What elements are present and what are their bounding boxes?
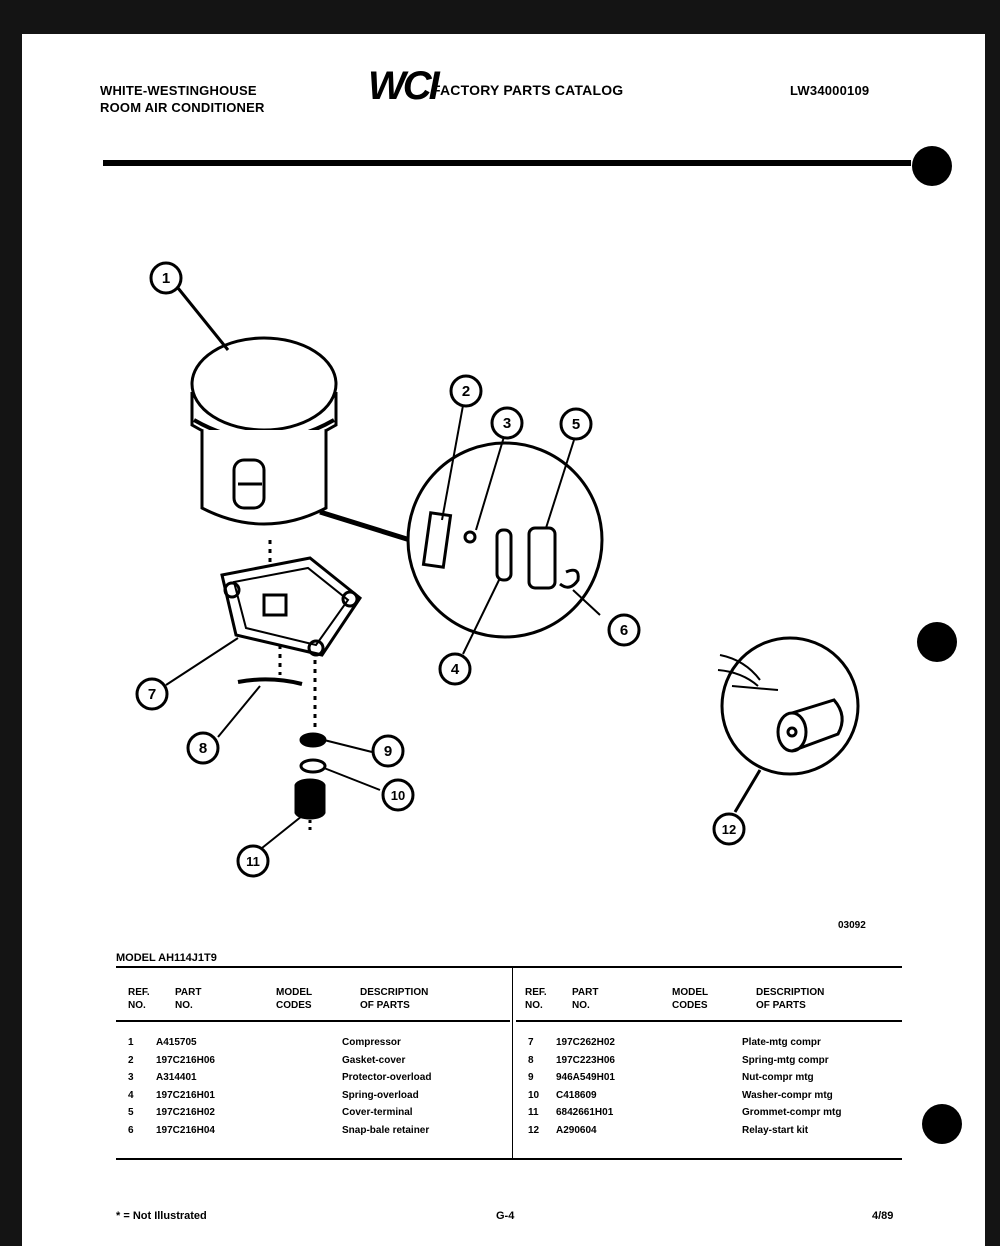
table-row: 2 197C216H06 Gasket-cover [128,1054,406,1066]
wci-logo: WCI [368,64,437,108]
svg-text:10: 10 [390,788,406,803]
nut-drawing [301,734,325,746]
svg-text:2: 2 [461,383,471,400]
table-row: 10 C418609 Washer-compr mtg [528,1089,833,1101]
mounting-plate-drawing [222,558,360,730]
callout-5 [561,409,591,439]
callout-9 [373,736,403,766]
callout-3 [492,408,522,438]
header-ref-left: REF. NO. [128,987,150,1011]
parts-list-left [122,1034,492,1139]
table-row: 11 6842661H01 Grommet-compr mtg [528,1107,842,1118]
catalog-title: FACTORY PARTS CATALOG [432,82,624,98]
table-row: 1 A415705 Compressor [128,1037,401,1048]
svg-text:3: 3 [502,415,512,432]
table-row: 6 197C216H04 Snap-bale retainer [128,1124,430,1136]
figure-code: 03092 [838,920,866,931]
svg-text:8: 8 [198,740,208,757]
revision-date: 4/89 [872,1210,894,1222]
header-desc-left: DESCRIPTION OF PARTS [360,987,429,1011]
product-line: ROOM AIR CONDITIONER [100,100,265,115]
callout-7 [137,679,167,709]
parts-list-right [522,1034,892,1139]
model-rule [116,966,902,968]
callout-2 [451,376,481,406]
header-codes-left: MODEL CODES [276,987,313,1011]
svg-text:4: 4 [450,661,460,678]
compressor-drawing [192,338,336,566]
terminal-detail-circle [408,443,602,637]
callout-11 [238,846,268,876]
svg-text:7: 7 [147,686,157,703]
footnote: * = Not Illustrated [116,1210,207,1222]
header-codes-right: MODEL CODES [672,987,709,1011]
brand-line: WHITE-WESTINGHOUSE [100,83,257,98]
header-ref-right: REF. NO. [525,987,547,1011]
model-number: MODEL AH114J1T9 [116,952,217,964]
header-part-left: PART NO. [175,987,202,1011]
callout-8 [188,733,218,763]
callout-6 [609,615,639,645]
svg-text:1: 1 [161,270,171,287]
table-row: 9 946A549H01 Nut-compr mtg [528,1072,814,1083]
catalog-number: LW34000109 [790,83,870,98]
table-row: 12 A290604 Relay-start kit [528,1124,809,1136]
spring-drawing [238,679,302,684]
table-row: 4 197C216H01 Spring-overload [128,1089,419,1101]
header-desc-right: DESCRIPTION OF PARTS [756,987,825,1011]
callout-1 [151,263,181,293]
table-row: 5 197C216H02 Cover-terminal [128,1107,413,1118]
table-bottom-rule [116,1158,902,1160]
svg-text:12: 12 [721,822,737,837]
grommet-drawing [296,780,324,818]
table-row: 7 197C262H02 Plate-mtg compr [528,1037,821,1048]
table-row: 8 197C223H06 Spring-mtg compr [528,1054,829,1066]
callout-12 [714,814,744,844]
table-divider [512,968,513,1158]
svg-text:9: 9 [383,743,393,760]
header-rule-left [116,1020,510,1022]
washer-drawing [301,760,325,772]
svg-text:6: 6 [619,622,629,639]
page-number: G-4 [496,1210,515,1222]
svg-text:5: 5 [571,416,581,433]
header-rule-right [516,1020,902,1022]
callout-4 [440,654,470,684]
table-row: 3 A314401 Protector-overload [128,1072,432,1083]
header-part-right: PART NO. [572,987,599,1011]
callout-10 [383,780,413,810]
svg-text:11: 11 [246,854,260,869]
